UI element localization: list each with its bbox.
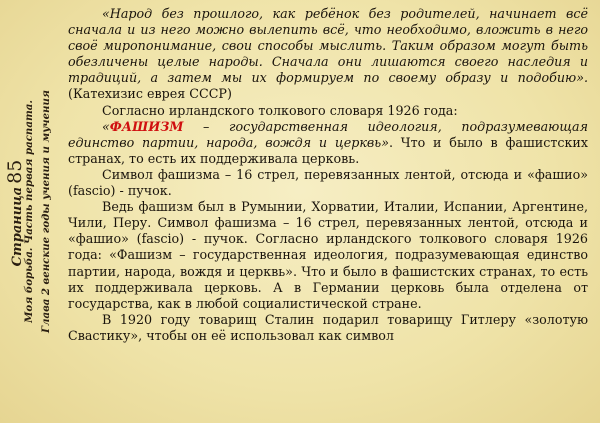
- definition-open-quote: «: [102, 118, 110, 134]
- fascism-term: ФАШИЗМ: [109, 118, 184, 134]
- sidebar-book-title: [23, 0, 41, 423]
- definition-rest: . Что и было в фашистских странах, то есть их поддерживала церковь.: [68, 134, 588, 166]
- sidebar-chapter-title: [40, 0, 58, 423]
- definition-text: – государственная идеология, подразумевающая единство партии, народа, вождя и церквь»: [68, 118, 588, 150]
- definition-paragraph: [68, 119, 588, 167]
- page-number: 85: [4, 159, 26, 184]
- chapter-title-text: Глава 2 венские годы учения и мучения: [40, 90, 52, 334]
- quote-source: (Катехизис еврея СССР): [68, 86, 232, 102]
- page-sidebar: [0, 0, 60, 423]
- symbol-paragraph: Символ фашизма – 16 стрел, перевязанных лентой, отсюда и «фашио» (fascio) - пучок.: [68, 166, 588, 199]
- book-title-text: Моя борьба. Часть первая распата.: [23, 100, 35, 323]
- dictionary-paragraph: Согласно ирландского толкового словаря 1926 года:: [102, 102, 458, 118]
- quote-paragraph: [68, 6, 588, 103]
- swastika-paragraph: В 1920 году товарищ Сталин подарил товарищу Гитлеру «золотую Свастику», чтобы он её использовал как символ: [68, 311, 588, 343]
- quote-text: «Народ без прошлого, как ребёнок без родителей, начинает всё сначала и из него можно вылепить всё, что необходимо, вложить в него своё миропонимание, свои способы мыслить. Таким образом могут быть обезличены целые народы. Сначала они лишаются своего наследия и традиций, а затем мы их формируем по своему образу и подобию».: [68, 6, 588, 86]
- countries-paragraph: Ведь фашизм был в Румынии, Хорватии, Италии, Испании, Аргентине, Чили, Перу. Символ фашизма – 16 стрел, перевязанных лентой, отсюда и «фашио» (fascio) - пучок. Согласно ирландского толкового словаря 1926 года: «Фашизм – государственная идеология, подразумевающая единство партии, народа, вождя и церквь». Что и было в фашистских странах, то есть их поддерживала церковь. А в Германии церковь была отделена от государства, как в любой социалистической стране.: [68, 199, 588, 311]
- main-text: [68, 6, 588, 423]
- sidebar-page-label: Страница: [10, 186, 25, 267]
